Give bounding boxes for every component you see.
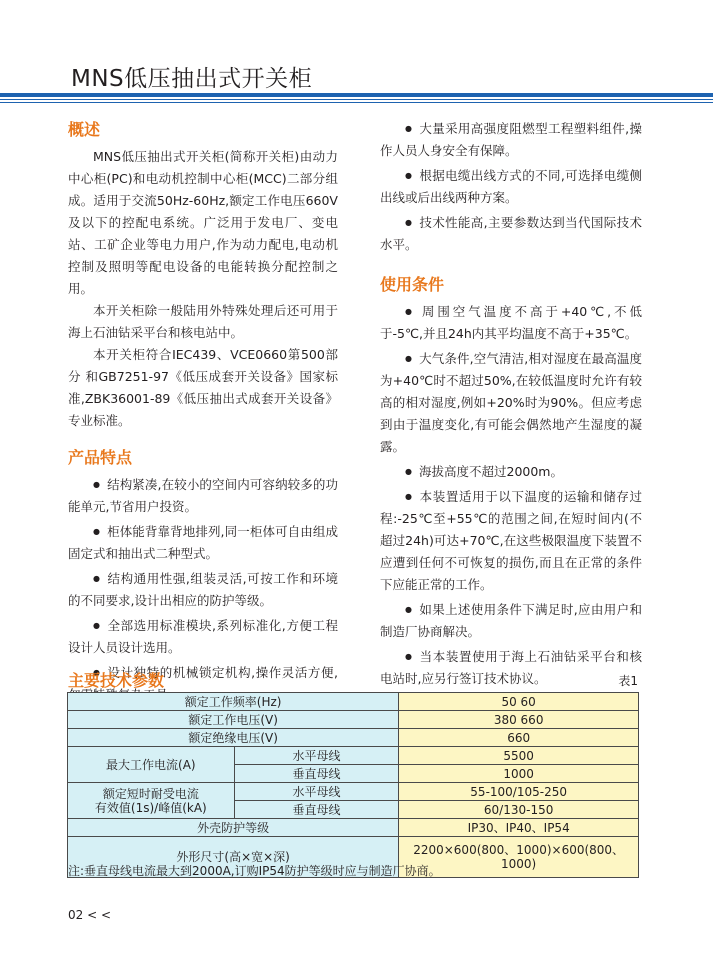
table-cell-label	[68, 783, 235, 819]
table-cell-value: 5500	[399, 747, 639, 765]
overview-paragraph: 本开关柜除一般陆用外特殊处理后还可用于海上石油钻采平台和核电站中。	[68, 303, 338, 340]
table-number: 表1	[618, 674, 638, 688]
table-cell-value: 1000	[399, 765, 639, 783]
table-cell-value: 55-100/105-250	[399, 783, 639, 801]
page-number: 02 < <	[68, 908, 112, 922]
header-rule-thin-2	[0, 102, 713, 103]
table-cell-value: 2200×600(800、1000)×600(800、1000)	[399, 837, 639, 878]
feature-item: ● 结构紧凑,在较小的空间内可容纳较多的功能单元,节省用户投资。	[68, 474, 338, 518]
page-title: MNS低压抽出式开关柜	[71, 66, 313, 92]
feature-item: ● 全部选用标准模块,系列标准化,方便工程设计人员设计选用。	[68, 615, 338, 659]
condition-item: ● 如果上述使用条件下满足时,应由用户和制造厂协商解决。	[380, 599, 642, 643]
table-cell-label: 外形尺寸(高×宽×深)	[68, 837, 399, 878]
header-rule-thin-1	[0, 99, 713, 100]
overview-paragraph: MNS低压抽出式开关柜(简称开关柜)由动力中心柜(PC)和电动机控制中心柜(MCC)二部分组成。适用于交流50Hz-60Hz,额定工作电压660V及以下的控配电系统。广泛用于发电厂、变电站、工矿企业等电力用户,作为动力配电,电动机控制及照明等配电设备的电能转换分配控制之用。	[68, 149, 338, 296]
feature-item: ● 根据电缆出线方式的不同,可选择电缆侧出线或后出线两种方案。	[380, 165, 642, 209]
spec-table-header	[68, 670, 638, 692]
short-time-label-line2: 有效值(1s)/峰值(kA)	[94, 800, 207, 815]
table-note: 注:垂直母线电流最大到2000A,订购IP54防护等级时应与制造厂协商。	[68, 864, 441, 878]
table-cell-sublabel: 水平母线	[234, 747, 399, 765]
overview-heading: 概述	[68, 120, 101, 139]
table-row	[68, 819, 639, 837]
feature-item: ● 柜体能背靠背地排列,同一柜体可自由组成固定式和抽出式二种型式。	[68, 521, 338, 565]
table-cell-sublabel: 水平母线	[234, 783, 399, 801]
table-cell-label: 额定绝缘电压(V)	[68, 729, 399, 747]
short-time-label-line1: 额定短时耐受电流	[102, 786, 199, 801]
table-cell-sublabel: 垂直母线	[234, 765, 399, 783]
table-cell-sublabel: 垂直母线	[234, 801, 399, 819]
feature-item: ● 设计独特的机械锁定机构,操作灵活方便,	[68, 662, 338, 706]
features-heading: 产品特点	[68, 448, 133, 467]
feature-item: ● 大量采用高强度阻燃型工程塑料组件,操作人员人身安全有保障。	[380, 118, 642, 162]
table-row	[68, 711, 639, 729]
condition-item: ● 当本装置使用于海上石油钻采平台和核电站时,应另行签订技术协议。	[380, 646, 642, 690]
table-cell-label: 外壳防护等级	[68, 819, 399, 837]
condition-item: ● 本装置适用于以下温度的运输和储存过程:-25℃至+55℃的范围之间,在短时间内(不超过24h)可达+70℃,在这些极限温度下装置不应遭到任何不可恢复的损伤,而且在正常的条件下应能正常的工作。	[380, 486, 642, 596]
left-column	[68, 118, 338, 709]
table-cell-value: 60/130-150	[399, 801, 639, 819]
feature-item: ● 结构通用性强,组装灵活,可按工作和环境的不同要求,设计出相应的防护等级。	[68, 568, 338, 612]
condition-item: ● 周围空气温度不高于+40℃,不低于-5℃,并且24h内其平均温度不高于+35℃。	[380, 301, 642, 345]
table-row	[68, 693, 639, 711]
table-row	[68, 747, 639, 765]
specs-heading: 主要技术参数	[68, 671, 165, 690]
spec-table	[67, 692, 639, 878]
table-cell-value: IP30、IP40、IP54	[399, 819, 639, 837]
table-cell-value: 380 660	[399, 711, 639, 729]
table-row	[68, 783, 639, 801]
table-cell-label: 额定工作频率(Hz)	[68, 693, 399, 711]
condition-item: ● 海拔高度不超过2000m。	[380, 461, 642, 483]
right-column	[380, 118, 642, 693]
table-cell-label: 额定工作电压(V)	[68, 711, 399, 729]
table-cell-value: 660	[399, 729, 639, 747]
table-row	[68, 729, 639, 747]
condition-item: ● 大气条件,空气清洁,相对湿度在最高温度为+40℃时不超过50%,在较低温度时允许有较高的相对湿度,例如+20%时为90%。但应考虑到由于温度变化,有可能会偶然地产生湿度的凝露。	[380, 348, 642, 458]
table-cell-value: 50 60	[399, 693, 639, 711]
conditions-heading: 使用条件	[380, 275, 445, 294]
header-rule-thick	[0, 93, 713, 97]
overview-paragraph: 本开关柜符合IEC439、VCE0660第500部分 和GB7251-97《低压成套开关设备》国家标准,ZBK36001-89《低压抽出式成套开关设备》专业标准。	[68, 347, 338, 428]
feature-item: ● 技术性能高,主要参数达到当代国际技术水平。	[380, 212, 642, 256]
table-cell-label: 最大工作电流(A)	[68, 747, 235, 783]
